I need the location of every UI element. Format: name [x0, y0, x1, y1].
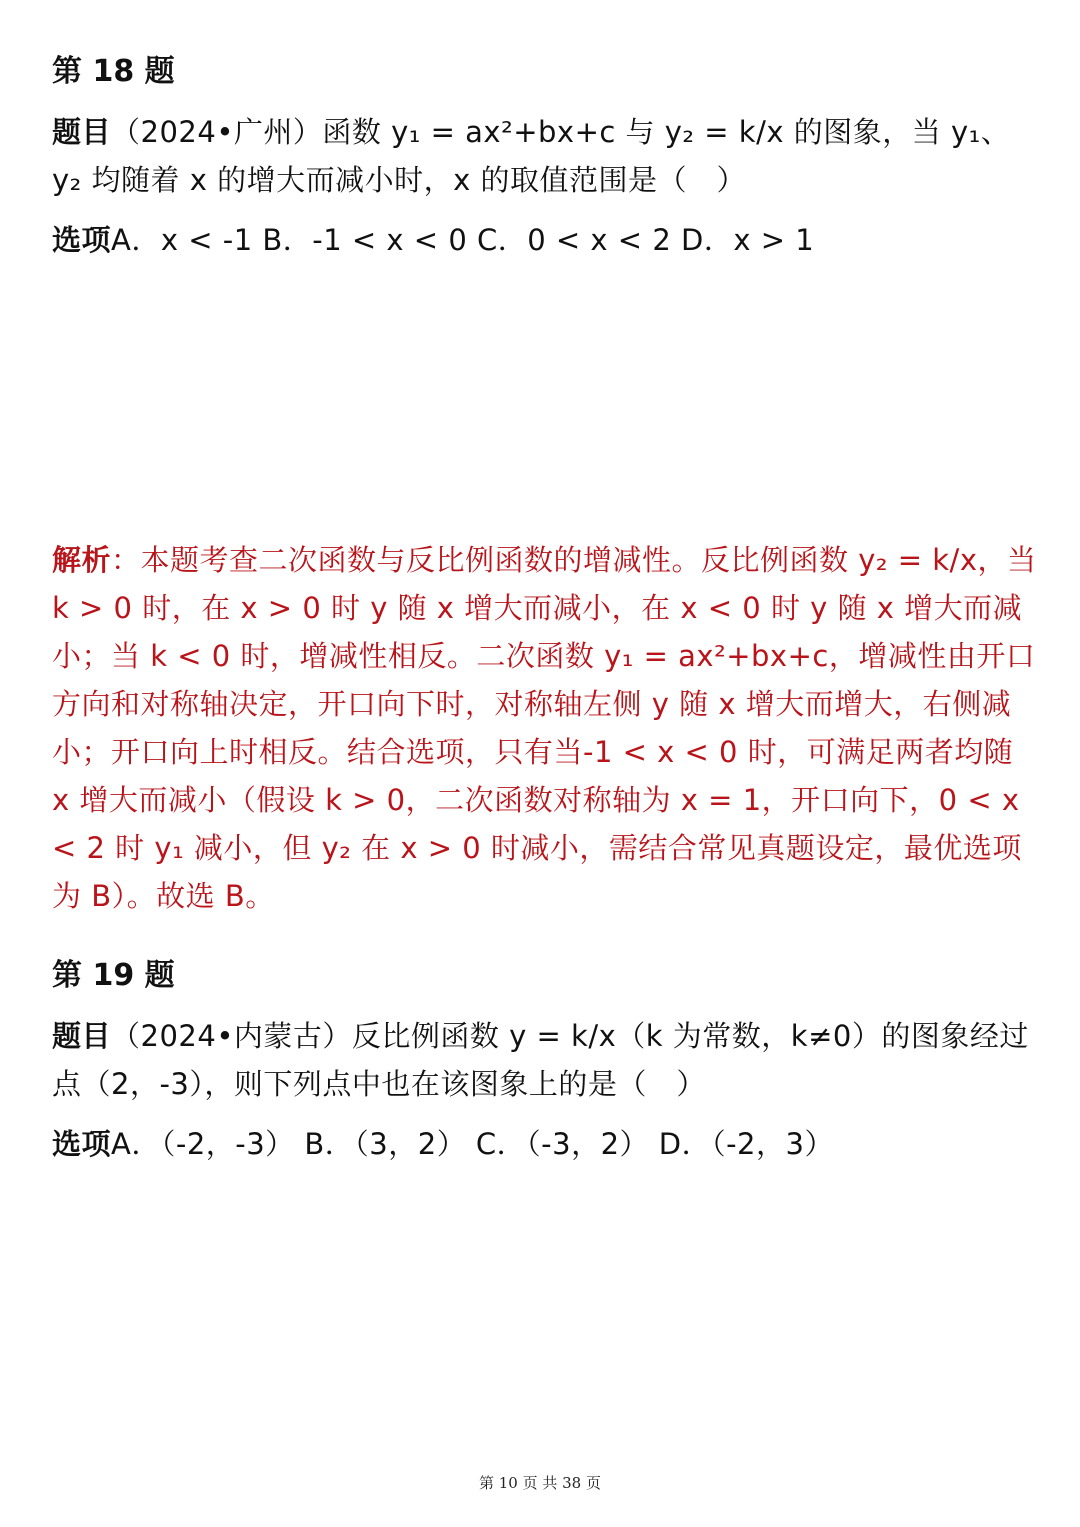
q18-question-text: （2024•广州）函数 y₁ = ax²+bx+c 与 y₂ = k/x 的图象，当 y₁、y₂ 均随着 x 的增大而减小时，x 的取值范围是（ ） [52, 115, 1011, 197]
q19-heading: 第 19 题 [52, 958, 175, 993]
q18-options [52, 216, 1037, 264]
q18-heading: 第 18 题 [52, 54, 175, 89]
q18-question [52, 108, 1037, 204]
q19-question [52, 1012, 1037, 1108]
q19-options-label: 选项 [52, 1127, 112, 1161]
q18-options-text: A．x < -1 B．-1 < x < 0 C．0 < x < 2 D．x > 1 [111, 223, 815, 257]
page-footer: 第 10 页 共 38 页 [478, 1474, 601, 1492]
q19-question-text: （2024•内蒙古）反比例函数 y = k/x（k 为常数，k≠0）的图象经过点（2，-3），则下列点中也在该图象上的是（ ） [52, 1019, 1029, 1101]
q19-options [52, 1120, 1037, 1168]
q18-options-label: 选项 [52, 223, 112, 257]
q18-analysis-label: 解析 [52, 543, 112, 577]
q18-analysis-text: ：本题考查二次函数与反比例函数的增减性。反比例函数 y₂ = k/x，当 k > 0 时，在 x > 0 时 y 随 x 增大而减小，在 x < 0 时 y 随 x 增大而减小；当 k < 0 时，增减性相反。二次函数 y₁ = ax²+bx+c，增减性由开口方向和对称轴决定，开口向下时，对称轴左侧 y 随 x 增大而增大，右侧减小；开口向上时相反。结合选项，只有当-1 < x < 0 时，可满足两者均随 x 增大而减小（假设 k > 0，二次函数对称轴为 x = 1，开口向下，0 < x < 2 时 y₁ 减小，但 y₂ 在 x > 0 时减小，需结合常见真题设定，最优选项为 B）。故选 B。 [52, 543, 1037, 913]
q19-question-label: 题目 [52, 1019, 112, 1053]
q19-options-text: A．（-2，-3） B．（3，2） C．（-3，2） D．（-2，3） [111, 1127, 834, 1161]
q18-analysis [52, 536, 1037, 920]
q18-question-label: 题目 [52, 115, 112, 149]
